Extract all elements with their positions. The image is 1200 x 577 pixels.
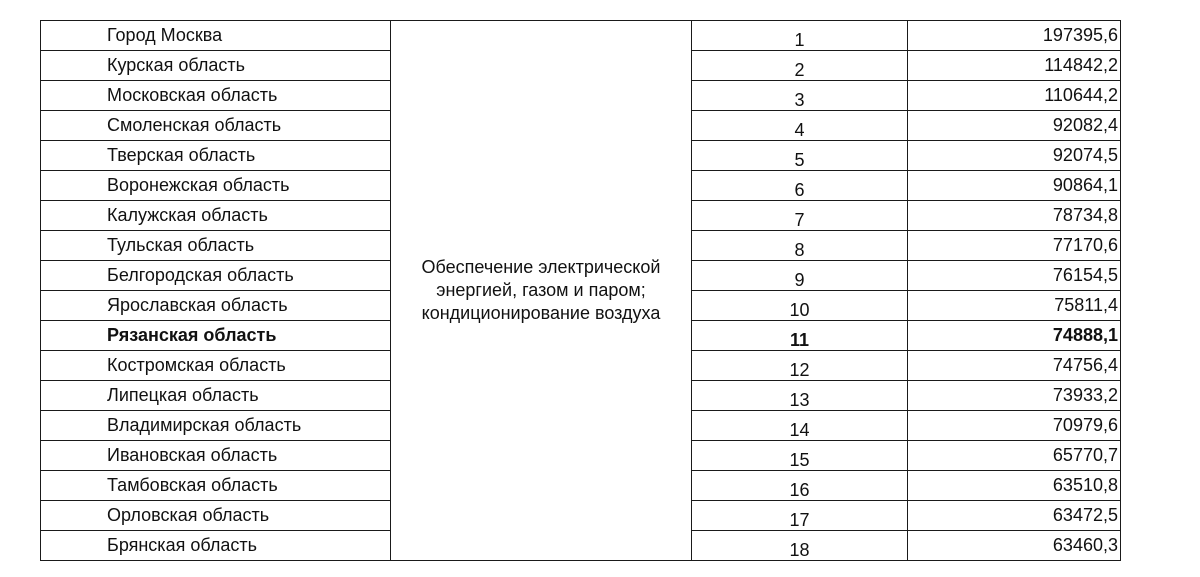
table-row [41,21,1121,51]
table-body [41,21,1121,561]
rank-number: 17 [789,510,810,530]
rank-number: 15 [789,450,810,470]
region-name: Калужская область [41,201,391,231]
rank-cell [692,321,908,351]
rank-number: 5 [794,150,805,170]
rank-cell [692,351,908,381]
value-cell: 63472,5 [908,501,1121,531]
rank-cell [692,471,908,501]
rank-cell [692,141,908,171]
value-cell: 78734,8 [908,201,1121,231]
region-name: Брянская область [41,531,391,561]
ranking-table [40,20,1121,561]
region-name: Белгородская область [41,261,391,291]
rank-number: 9 [794,270,805,290]
rank-cell [692,171,908,201]
rank-number: 6 [794,180,805,200]
region-name: Город Москва [41,21,391,51]
rank-cell [692,231,908,261]
value-cell: 74888,1 [908,321,1121,351]
rank-cell [692,201,908,231]
rank-cell [692,381,908,411]
value-cell: 75811,4 [908,291,1121,321]
value-cell: 110644,2 [908,81,1121,111]
region-name: Орловская область [41,501,391,531]
rank-number: 3 [794,90,805,110]
region-name: Ивановская область [41,441,391,471]
region-name: Владимирская область [41,411,391,441]
value-cell: 63460,3 [908,531,1121,561]
rank-number: 7 [794,210,805,230]
region-name: Липецкая область [41,381,391,411]
rank-cell [692,531,908,561]
rank-cell [692,411,908,441]
region-name: Смоленская область [41,111,391,141]
value-cell: 92082,4 [908,111,1121,141]
region-name: Московская область [41,81,391,111]
rank-number: 13 [789,390,810,410]
value-cell: 63510,8 [908,471,1121,501]
rank-number: 10 [789,300,810,320]
rank-number: 2 [794,60,805,80]
value-cell: 77170,6 [908,231,1121,261]
rank-number: 18 [789,540,810,560]
sector-label: Обеспечение электрической энергией, газом и паром; кондиционирование воздуха [391,21,692,561]
rank-cell [692,81,908,111]
region-name: Костромская область [41,351,391,381]
value-cell: 65770,7 [908,441,1121,471]
value-cell: 197395,6 [908,21,1121,51]
value-cell: 73933,2 [908,381,1121,411]
region-name: Тверская область [41,141,391,171]
region-name: Тульская область [41,231,391,261]
rank-cell [692,261,908,291]
rank-number: 1 [794,30,805,50]
value-cell: 74756,4 [908,351,1121,381]
value-cell: 70979,6 [908,411,1121,441]
region-name: Рязанская область [41,321,391,351]
rank-cell [692,441,908,471]
rank-cell [692,291,908,321]
region-name: Воронежская область [41,171,391,201]
rank-cell [692,21,908,51]
rank-number: 4 [794,120,805,140]
region-name: Курская область [41,51,391,81]
rank-cell [692,51,908,81]
rank-cell [692,501,908,531]
rank-number: 14 [789,420,810,440]
value-cell: 114842,2 [908,51,1121,81]
value-cell: 92074,5 [908,141,1121,171]
rank-number: 8 [794,240,805,260]
value-cell: 76154,5 [908,261,1121,291]
rank-cell [692,111,908,141]
value-cell: 90864,1 [908,171,1121,201]
rank-number: 12 [789,360,810,380]
region-name: Тамбовская область [41,471,391,501]
rank-number: 16 [789,480,810,500]
region-name: Ярославская область [41,291,391,321]
rank-number: 11 [789,330,810,350]
